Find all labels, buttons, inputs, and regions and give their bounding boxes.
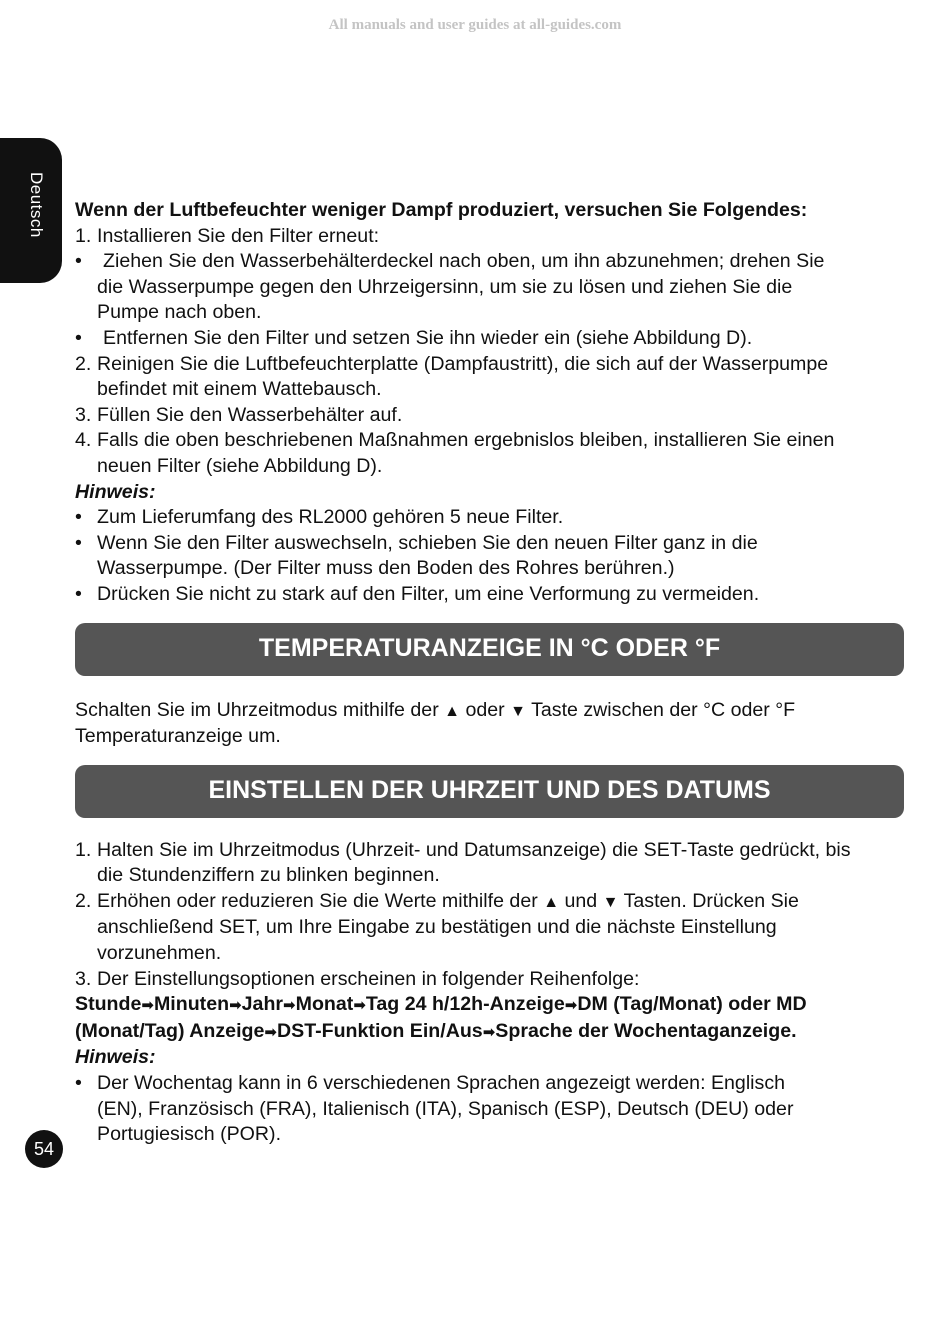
down-triangle-icon: ▼ bbox=[602, 893, 619, 911]
bullet-icon: • bbox=[75, 582, 82, 605]
temperature-banner: TEMPERATURANZEIGE IN °C ODER °F bbox=[75, 623, 904, 676]
step-number: 3. bbox=[75, 967, 92, 990]
side-tab-label: Deutsch bbox=[27, 172, 46, 238]
bullet-icon: • bbox=[75, 250, 82, 273]
step-number: 4. bbox=[75, 429, 92, 452]
temperature-text: Schalten Sie im Uhrzeitmodus mithilfe der ▲ oder ▼ Taste zwischen der °C oder °F Temperaturanzeige um. bbox=[75, 698, 796, 748]
bullet-icon: • bbox=[75, 506, 82, 529]
step-number: 2. bbox=[75, 352, 92, 375]
up-triangle-icon: ▲ bbox=[543, 893, 560, 911]
clock-note-label: Hinweis: bbox=[75, 1046, 156, 1069]
steam-bullet-1: • Ziehen Sie den Wasserbehälterdeckel nach oben, um ihn abzunehmen; drehen Sie die Wasserpumpe gegen den Uhrzeigersinn, um sie zu lösen und ziehen Sie die Pumpe nach oben. bbox=[75, 250, 825, 324]
steam-note-2: • Wenn Sie den Filter auswechseln, schieben Sie den neuen Filter ganz in die Wasserpumpe. (Der Filter muss den Boden des Rohres berühren.) bbox=[75, 531, 758, 580]
up-triangle-icon: ▲ bbox=[444, 702, 461, 720]
clock-text bbox=[75, 838, 925, 1148]
arrow-right-icon: ➡ bbox=[564, 997, 578, 1015]
arrow-right-icon: ➡ bbox=[229, 997, 242, 1015]
clock-banner: EINSTELLEN DER UHRZEIT UND DES DATUMS bbox=[75, 765, 904, 818]
clock-step-1: 1. Halten Sie im Uhrzeitmodus (Uhrzeit- und Datumsanzeige) die SET-Taste gedrückt, bis die Stundenziffern zu blinken beginnen. bbox=[75, 838, 851, 887]
step-number: 1. bbox=[75, 224, 92, 247]
settings-sequence-line-2: (Monat/Tag) Anzeige➡DST-Funktion Ein/Aus➡Sprache der Wochentaganzeige. bbox=[75, 1019, 797, 1042]
page-content bbox=[75, 198, 925, 1148]
clock-step-3: 3. Der Einstellungsoptionen erscheinen in folgender Reihenfolge: bbox=[75, 967, 925, 993]
arrow-right-icon: ➡ bbox=[264, 1023, 277, 1041]
arrow-right-icon: ➡ bbox=[283, 997, 296, 1015]
steam-step-2: 2. Reinigen Sie die Luftbefeuchterplatte (Dampfaustritt), die sich auf der Wasserpumpe befindet mit einem Wattebausch. bbox=[75, 352, 829, 401]
steam-bullet-2: • Entfernen Sie den Filter und setzen Sie ihn wieder ein (siehe Abbildung D). bbox=[75, 326, 925, 352]
bullet-icon: • bbox=[75, 531, 82, 554]
steam-heading: Wenn der Luftbefeuchter weniger Dampf produziert, versuchen Sie Folgendes: bbox=[75, 199, 808, 221]
bullet-icon: • bbox=[75, 1072, 82, 1095]
bullet-icon: • bbox=[75, 326, 82, 349]
settings-sequence-line-1: Stunde➡Minuten➡Jahr➡Monat➡Tag 24 h/12h-Anzeige➡DM (Tag/Monat) oder MD bbox=[75, 993, 807, 1016]
arrow-right-icon: ➡ bbox=[141, 997, 154, 1015]
steam-step-1: 1. Installieren Sie den Filter erneut: bbox=[75, 224, 925, 250]
step-number: 1. bbox=[75, 838, 92, 861]
arrow-right-icon: ➡ bbox=[353, 997, 366, 1015]
steam-step-3: 3. Füllen Sie den Wasserbehälter auf. bbox=[75, 403, 925, 429]
step-number: 2. bbox=[75, 889, 92, 912]
steam-step-4: 4. Falls die oben beschriebenen Maßnahmen ergebnislos bleiben, installieren Sie einen neuen Filter (siehe Abbildung D). bbox=[75, 429, 835, 477]
clock-step-2: 2. Erhöhen oder reduzieren Sie die Werte mithilfe der ▲ und ▼ Tasten. Drücken Sie anschließend SET, um Ihre Eingabe zu bestätigen und die nächste Einstellung vorzunehmen. bbox=[75, 889, 799, 965]
page-number: 54 bbox=[25, 1130, 63, 1168]
down-triangle-icon: ▼ bbox=[510, 702, 526, 720]
watermark: All manuals and user guides at all-guides.com bbox=[328, 17, 622, 33]
steam-note-3: • Drücken Sie nicht zu stark auf den Filter, um eine Verformung zu vermeiden. bbox=[75, 582, 925, 608]
step-number: 3. bbox=[75, 403, 92, 426]
steam-note-label: Hinweis: bbox=[75, 480, 156, 503]
clock-note: • Der Wochentag kann in 6 verschiedenen Sprachen angezeigt werden: Englisch (EN), Französisch (FRA), Italienisch (ITA), Spanisch (ESP), Deutsch (DEU) oder Portugiesisch (POR). bbox=[75, 1072, 794, 1146]
arrow-right-icon: ➡ bbox=[482, 1023, 496, 1041]
steam-note-1: • Zum Lieferumfang des RL2000 gehören 5 neue Filter. bbox=[75, 505, 925, 531]
